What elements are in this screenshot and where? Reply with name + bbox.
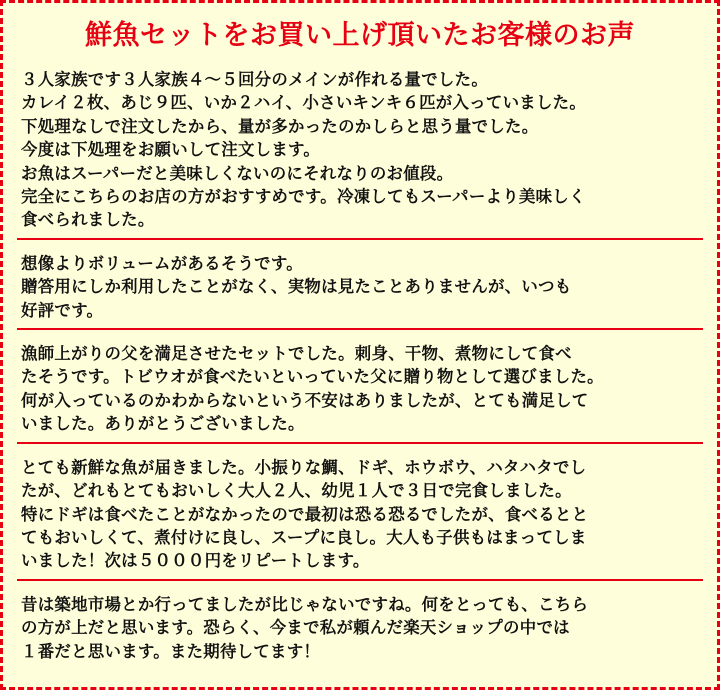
review-item	[17, 453, 703, 581]
review-text-line: カレイ２枚、あじ９匹、いか２ハイ、小さいキンキ６匹が入っていました。	[21, 93, 587, 113]
review-text-line: 何が入っているのかわからないという不安はありましたが、とても満足して	[21, 390, 589, 410]
review-text-line: 特にドギは食べたことがなかったので最初は恐る恐るでしたが、食べるとと	[21, 504, 589, 524]
review-text-line: お魚はスーパーだと美味しくないのにそれなりのお値段。	[21, 163, 454, 183]
review-text-line: 想像よりボリュームがあるそうです。	[21, 253, 303, 273]
review-text-line: １番だと思います。また期待してます！	[21, 641, 321, 661]
review-text-line: 好評です。	[21, 300, 104, 320]
review-item	[17, 65, 703, 240]
review-text-line: たが、どれもとてもおいしく大人２人、幼児１人で３日で完食しました。	[21, 481, 572, 501]
review-text-line: ３人家族です３人家族４～５回分のメインが作れる量でした。	[21, 70, 489, 89]
review-text-line: 今度は下処理をお願いして注文します。	[21, 140, 321, 160]
review-text-line: てもおいしくて、煮付けに良し、スープに良し。大人も子供もはまってしま	[21, 527, 587, 547]
review-text-line: 下処理なしで注文したから、量が多かったのかしらと思う量でした。	[21, 116, 539, 136]
review-text-line: の方が上だと思います。恐らく、今まで私が頼んだ楽天ショップの中では	[21, 618, 570, 638]
review-list	[17, 65, 703, 669]
review-item	[17, 590, 703, 669]
review-text-line: たそうです。トビウオが食べたいといっていた父に贈り物として選びました。	[21, 367, 604, 387]
review-item	[17, 339, 703, 444]
review-text-line: 食べられました。	[21, 210, 155, 230]
review-item	[17, 249, 703, 330]
review-text-line: 昔は築地市場とか行ってましたが比じゃないですね。何をとっても、こちら	[21, 594, 589, 614]
page-title: 鮮魚セットをお買い上げ頂いたお客様のお声	[85, 20, 635, 51]
review-text-line: いました。ありがとうございました。	[21, 414, 305, 434]
review-text-line: 漁師上がりの父を満足させたセットでした。刺身、干物、煮物にして食べ	[21, 344, 572, 364]
review-text-line: いました！次は５０００円をリピートします。	[21, 551, 370, 571]
review-text-line: とても新鮮な魚が届きました。小振りな鯛、ドギ、ホウボウ、ハタハタでし	[21, 457, 587, 477]
review-text-line: 完全にこちらのお店の方がおすすめです。冷凍してもスーパーより美味しく	[21, 187, 586, 207]
review-text-line: 贈答用にしか利用したことがなく、実物は見たことありませんが、いつも	[21, 277, 572, 297]
